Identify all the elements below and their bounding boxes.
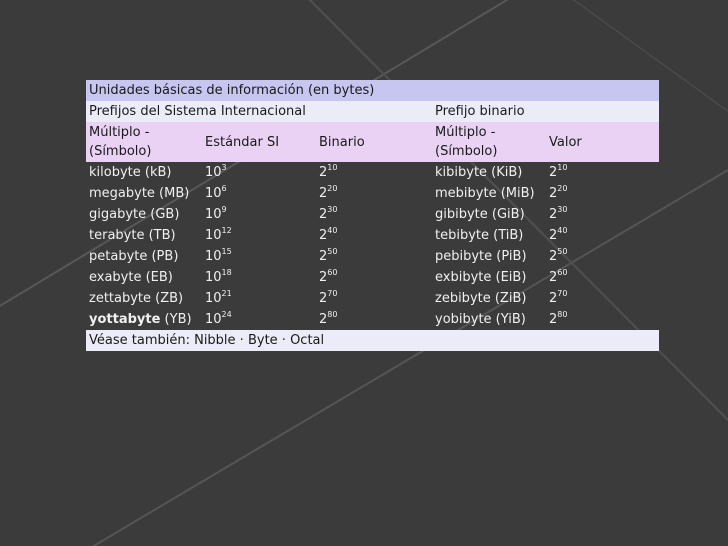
table-row [86,246,659,267]
bin-multiple-cell: pebibyte (PiB) [435,249,527,264]
value-cell-exponent: 20 [557,184,568,193]
prefix-header-row [86,101,659,122]
binary-cell [316,246,432,267]
value-cell-exponent: 10 [557,163,568,172]
binary-cell-exponent: 20 [327,184,338,193]
si-standard-cell [202,204,316,225]
binary-cell [316,204,432,225]
value-cell-base: 2 [549,207,558,222]
binary-cell-base: 2 [319,291,328,306]
link-nibble[interactable]: Nibble [194,333,236,348]
si-standard-cell-exponent: 6 [221,184,227,193]
si-standard-cell-base: 10 [205,249,222,264]
binary-cell-base: 2 [319,165,328,180]
bin-multiple-cell: tebibyte (TiB) [435,228,524,243]
si-standard-cell-exponent: 15 [221,247,232,256]
col-header-multiple: Múltiplo - (Símbolo) [86,122,202,162]
multiple-cell [86,309,202,330]
binary-cell-exponent: 10 [327,163,338,172]
value-cell [546,267,659,288]
bin-multiple-cell: kibibyte (KiB) [435,165,523,180]
table-row [86,309,659,330]
binary-cell-base: 2 [319,186,328,201]
value-cell-base: 2 [549,291,558,306]
table-row [86,183,659,204]
value-cell [546,288,659,309]
table-row [86,288,659,309]
binary-cell-base: 2 [319,228,328,243]
multiple-name-bold: yottabyte [89,312,161,327]
binary-cell-base: 2 [319,207,328,222]
value-cell-exponent: 60 [557,268,568,277]
see-also-separator: · [235,333,248,348]
si-standard-cell-base: 10 [205,228,222,243]
see-also-separator: · [277,333,291,348]
si-standard-cell [202,225,316,246]
value-cell-base: 2 [549,270,558,285]
value-cell-exponent: 40 [557,226,568,235]
si-standard-cell [202,183,316,204]
units-table-container [86,80,659,351]
si-standard-cell [202,267,316,288]
value-cell-exponent: 30 [557,205,568,214]
si-standard-cell-base: 10 [205,186,222,201]
si-standard-cell-base: 10 [205,312,222,327]
binary-cell [316,162,432,183]
binary-cell-base: 2 [319,270,328,285]
value-cell-exponent: 80 [557,310,568,319]
table-row [86,162,659,183]
binary-cell-base: 2 [319,249,328,264]
table-title-row [86,80,659,101]
value-cell [546,246,659,267]
binary-cell-exponent: 40 [327,226,338,235]
binary-cell [316,183,432,204]
binary-cell [316,267,432,288]
value-cell-base: 2 [549,249,558,264]
col-header-binary: Binario [316,122,432,162]
binary-cell-exponent: 50 [327,247,338,256]
bin-multiple-cell: mebibyte (MiB) [435,186,535,201]
bin-multiple-cell: zebibyte (ZiB) [435,291,527,306]
value-cell [546,183,659,204]
si-prefix-header: Prefijos del Sistema Internacional [86,101,432,122]
value-cell-exponent: 70 [557,289,568,298]
si-standard-cell-base: 10 [205,291,222,306]
link-byte[interactable]: Byte [247,333,278,348]
multiple-cell: petabyte (PB) [89,249,179,264]
col-header-bin-multiple: Múltiplo - (Símbolo) [432,122,546,162]
table-title: Unidades básicas de información (en bytes) [86,80,659,101]
binary-cell [316,309,432,330]
bin-multiple-cell: gibibyte (GiB) [435,207,525,222]
col-header-si-standard: Estándar SI [202,122,316,162]
multiple-cell: exabyte (EB) [89,270,173,285]
multiple-cell: megabyte (MB) [89,186,190,201]
see-also-prefix: Véase también: [89,333,195,348]
si-standard-cell-exponent: 3 [221,163,227,172]
binary-prefix-header: Prefijo binario [432,101,659,122]
table-row [86,204,659,225]
units-table [86,80,659,351]
col-header-value: Valor [546,122,659,162]
multiple-cell: terabyte (TB) [89,228,176,243]
si-standard-cell-exponent: 9 [221,205,227,214]
si-standard-cell [202,246,316,267]
value-cell-base: 2 [549,186,558,201]
see-also-row [86,330,659,351]
value-cell [546,204,659,225]
value-cell-exponent: 50 [557,247,568,256]
bin-multiple-cell: exbibyte (EiB) [435,270,527,285]
si-standard-cell-base: 10 [205,165,222,180]
binary-cell [316,225,432,246]
si-standard-cell-exponent: 21 [221,289,232,298]
multiple-cell: gigabyte (GB) [89,207,180,222]
column-header-row [86,122,659,162]
multiple-cell: zettabyte (ZB) [89,291,184,306]
link-octal[interactable]: Octal [290,333,325,348]
si-standard-cell-base: 10 [205,270,222,285]
binary-cell-exponent: 60 [327,268,338,277]
si-standard-cell [202,288,316,309]
multiple-cell: kilobyte (kB) [89,165,172,180]
si-standard-cell [202,309,316,330]
value-cell [546,162,659,183]
bin-multiple-cell: yobibyte (YiB) [435,312,526,327]
value-cell-base: 2 [549,312,558,327]
value-cell [546,309,659,330]
binary-cell-base: 2 [319,312,328,327]
si-standard-cell-exponent: 24 [221,310,232,319]
si-standard-cell-base: 10 [205,207,222,222]
binary-cell [316,288,432,309]
table-row [86,267,659,288]
si-standard-cell [202,162,316,183]
binary-cell-exponent: 80 [327,310,338,319]
see-also-cell [86,330,659,351]
binary-cell-exponent: 70 [327,289,338,298]
si-standard-cell-exponent: 18 [221,268,232,277]
table-row [86,225,659,246]
si-standard-cell-exponent: 12 [221,226,232,235]
value-cell [546,225,659,246]
binary-cell-exponent: 30 [327,205,338,214]
value-cell-base: 2 [549,228,558,243]
value-cell-base: 2 [549,165,558,180]
multiple-name: yottabyte (YB) [89,312,192,327]
